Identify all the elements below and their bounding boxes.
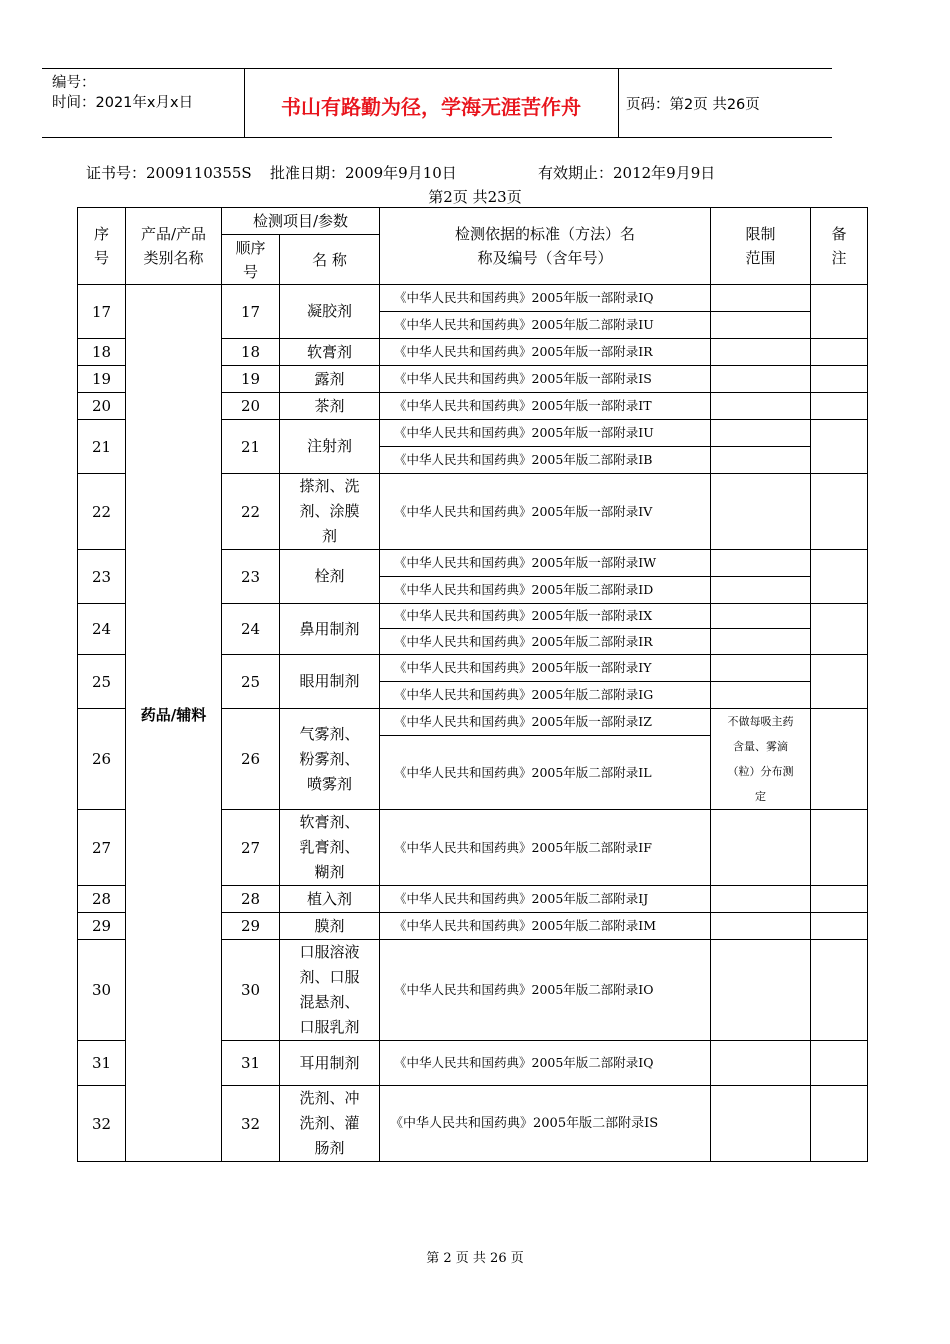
note-cell	[811, 420, 868, 474]
note-cell	[811, 474, 868, 550]
header-item-name: 名 称	[280, 235, 380, 285]
item-name	[280, 655, 380, 709]
item-seq: 20	[222, 393, 280, 420]
item-name	[280, 913, 380, 940]
row-number: 32	[78, 1086, 126, 1162]
item-name-text: 注射剂	[306, 437, 352, 455]
limit-range	[711, 577, 811, 604]
item-seq: 28	[222, 886, 280, 913]
row-number: 31	[78, 1041, 126, 1086]
note-cell	[811, 285, 868, 339]
item-seq: 31	[222, 1041, 280, 1086]
item-name	[280, 474, 380, 550]
header-items-group: 检测项目/参数	[222, 208, 380, 235]
limit-range	[711, 550, 811, 577]
item-seq: 32	[222, 1086, 280, 1162]
standard-reference: 《中华人民共和国药典》2005年版二部附录ⅠB	[380, 447, 711, 474]
item-name	[280, 604, 380, 655]
item-seq: 24	[222, 604, 280, 655]
header-page-number: 页码：第2页 共26页	[626, 97, 760, 113]
row-number: 19	[78, 366, 126, 393]
product-category: 药品/辅料	[126, 285, 222, 1162]
row-number: 21	[78, 420, 126, 474]
limit-range	[711, 1086, 811, 1162]
item-name	[280, 550, 380, 604]
item-name-text: 栓剂	[314, 567, 345, 585]
limit-range	[711, 393, 811, 420]
item-name	[280, 285, 380, 339]
item-name	[280, 366, 380, 393]
page-header	[42, 68, 832, 138]
limit-range	[711, 940, 811, 1041]
standard-reference: 《中华人民共和国药典》2005年版一部附录ⅠV	[380, 474, 711, 550]
item-seq: 22	[222, 474, 280, 550]
row-number: 20	[78, 393, 126, 420]
item-seq: 23	[222, 550, 280, 604]
note-cell	[811, 1086, 868, 1162]
standard-reference: 《中华人民共和国药典》2005年版一部附录ⅠY	[380, 655, 711, 682]
item-name	[280, 420, 380, 474]
item-name-text: 眼用制剂	[299, 672, 360, 690]
page-footer: 第 2 页 共 26 页	[426, 1251, 524, 1266]
standard-reference: 《中华人民共和国药典》2005年版一部附录ⅠT	[380, 393, 711, 420]
header-limit: 限制范围	[711, 208, 811, 285]
limit-range	[711, 447, 811, 474]
item-name-text: 软膏剂	[306, 342, 352, 361]
limit-range	[711, 285, 811, 312]
row-number: 23	[78, 550, 126, 604]
limit-range	[711, 604, 811, 629]
table-header-row	[78, 208, 868, 235]
note-cell	[811, 604, 868, 655]
limit-range	[711, 913, 811, 940]
item-name	[280, 1086, 380, 1162]
standard-reference: 《中华人民共和国药典》2005年版二部附录ⅠO	[380, 940, 711, 1041]
row-number: 24	[78, 604, 126, 655]
standard-reference: 《中华人民共和国药典》2005年版一部附录ⅠX	[380, 604, 711, 629]
standard-reference: 《中华人民共和国药典》2005年版二部附录ⅠF	[380, 810, 711, 886]
header-motto: 书山有路勤为径，学海无涯苦作舟	[281, 95, 581, 119]
row-number: 26	[78, 709, 126, 810]
item-name-text: 露剂	[314, 369, 345, 388]
item-seq: 26	[222, 709, 280, 810]
note-cell	[811, 940, 868, 1041]
note-cell	[811, 810, 868, 886]
doc-time-label: 时间：2021年x月x日	[52, 95, 194, 111]
limit-range	[711, 420, 811, 447]
item-seq: 18	[222, 339, 280, 366]
header-seq: 序号	[78, 208, 126, 285]
row-number: 29	[78, 913, 126, 940]
doc-code-label: 编号：	[52, 75, 96, 91]
note-cell	[811, 709, 868, 810]
limit-range	[711, 312, 811, 339]
limit-range	[711, 655, 811, 682]
standard-reference: 《中华人民共和国药典》2005年版二部附录ⅠG	[380, 682, 711, 709]
standard-reference: 《中华人民共和国药典》2005年版一部附录ⅠZ	[380, 709, 711, 736]
standard-reference: 《中华人民共和国药典》2005年版二部附录ⅠR	[380, 629, 711, 655]
item-name-text: 膜剂	[314, 916, 345, 935]
standard-reference: 《中华人民共和国药典》2005年版二部附录ⅠQ	[380, 1041, 711, 1086]
item-name-text: 耳用制剂	[299, 1053, 360, 1072]
table-page-indicator: 第2页 共23页	[428, 188, 522, 206]
item-name-text: 搽剂、洗剂、涂膜剂	[299, 477, 360, 545]
row-number: 22	[78, 474, 126, 550]
approval-date: 批准日期：2009年9月10日	[270, 164, 457, 182]
header-standard: 检测依据的标准（方法）名称及编号（含年号）	[380, 208, 711, 285]
item-name	[280, 1041, 380, 1086]
item-name-text: 鼻用制剂	[299, 619, 360, 638]
standard-reference: 《中华人民共和国药典》2005年版一部附录ⅠR	[380, 339, 711, 366]
limit-range	[711, 1041, 811, 1086]
limit-range	[711, 629, 811, 655]
limit-range	[711, 810, 811, 886]
standard-reference: 《中华人民共和国药典》2005年版二部附录ⅠS	[380, 1086, 711, 1162]
note-cell	[811, 886, 868, 913]
header-divider	[618, 69, 619, 137]
item-name-text: 植入剂	[306, 889, 352, 908]
item-name-text: 气雾剂、粉雾剂、喷雾剂	[299, 724, 360, 793]
item-name-text: 洗剂、冲洗剂、灌肠剂	[299, 1089, 360, 1157]
limit-range	[711, 886, 811, 913]
item-seq: 30	[222, 940, 280, 1041]
item-seq: 27	[222, 810, 280, 886]
limit-range	[711, 366, 811, 393]
note-cell	[811, 366, 868, 393]
limit-range-text: 不做每吸主药含量、雾滴（粒）分布测定	[727, 715, 794, 803]
item-seq: 21	[222, 420, 280, 474]
item-name-text: 茶剂	[314, 396, 345, 415]
table-row	[78, 285, 868, 312]
note-cell	[811, 913, 868, 940]
note-cell	[811, 550, 868, 604]
certificate-number: 证书号：2009110355S	[86, 164, 252, 182]
row-number: 27	[78, 810, 126, 886]
item-name	[280, 886, 380, 913]
standard-reference: 《中华人民共和国药典》2005年版一部附录ⅠS	[380, 366, 711, 393]
limit-range	[711, 709, 811, 810]
valid-until: 有效期止：2012年9月9日	[538, 164, 716, 182]
note-cell	[811, 393, 868, 420]
row-number: 25	[78, 655, 126, 709]
item-seq: 25	[222, 655, 280, 709]
header-item-seq: 顺序号	[222, 235, 280, 285]
item-seq: 19	[222, 366, 280, 393]
header-meta	[52, 73, 193, 113]
limit-range	[711, 682, 811, 709]
header-note: 备注	[811, 208, 868, 285]
item-name	[280, 810, 380, 886]
standard-reference: 《中华人民共和国药典》2005年版一部附录ⅠW	[380, 550, 711, 577]
standard-reference: 《中华人民共和国药典》2005年版二部附录ⅠL	[380, 736, 711, 810]
item-name	[280, 339, 380, 366]
item-name-text: 口服溶液剂、口服混悬剂、口服乳剂	[299, 943, 360, 1036]
row-number: 18	[78, 339, 126, 366]
item-name-text: 软膏剂、乳膏剂、糊剂	[299, 813, 360, 881]
row-number: 17	[78, 285, 126, 339]
item-name	[280, 393, 380, 420]
standard-reference: 《中华人民共和国药典》2005年版二部附录ⅠD	[380, 577, 711, 604]
item-name-text: 凝胶剂	[306, 302, 352, 320]
note-cell	[811, 339, 868, 366]
item-name	[280, 709, 380, 810]
standard-reference: 《中华人民共和国药典》2005年版二部附录ⅠJ	[380, 886, 711, 913]
limit-range	[711, 474, 811, 550]
standard-reference: 《中华人民共和国药典》2005年版一部附录ⅠQ	[380, 285, 711, 312]
item-name	[280, 940, 380, 1041]
note-cell	[811, 1041, 868, 1086]
header-product: 产品/产品类别名称	[126, 208, 222, 285]
note-cell	[811, 655, 868, 709]
row-number: 30	[78, 940, 126, 1041]
standard-reference: 《中华人民共和国药典》2005年版二部附录ⅠM	[380, 913, 711, 940]
item-seq: 29	[222, 913, 280, 940]
standard-reference: 《中华人民共和国药典》2005年版一部附录ⅠU	[380, 420, 711, 447]
test-items-table	[77, 207, 868, 1162]
row-number: 28	[78, 886, 126, 913]
limit-range	[711, 339, 811, 366]
standard-reference: 《中华人民共和国药典》2005年版二部附录ⅠU	[380, 312, 711, 339]
item-seq: 17	[222, 285, 280, 339]
